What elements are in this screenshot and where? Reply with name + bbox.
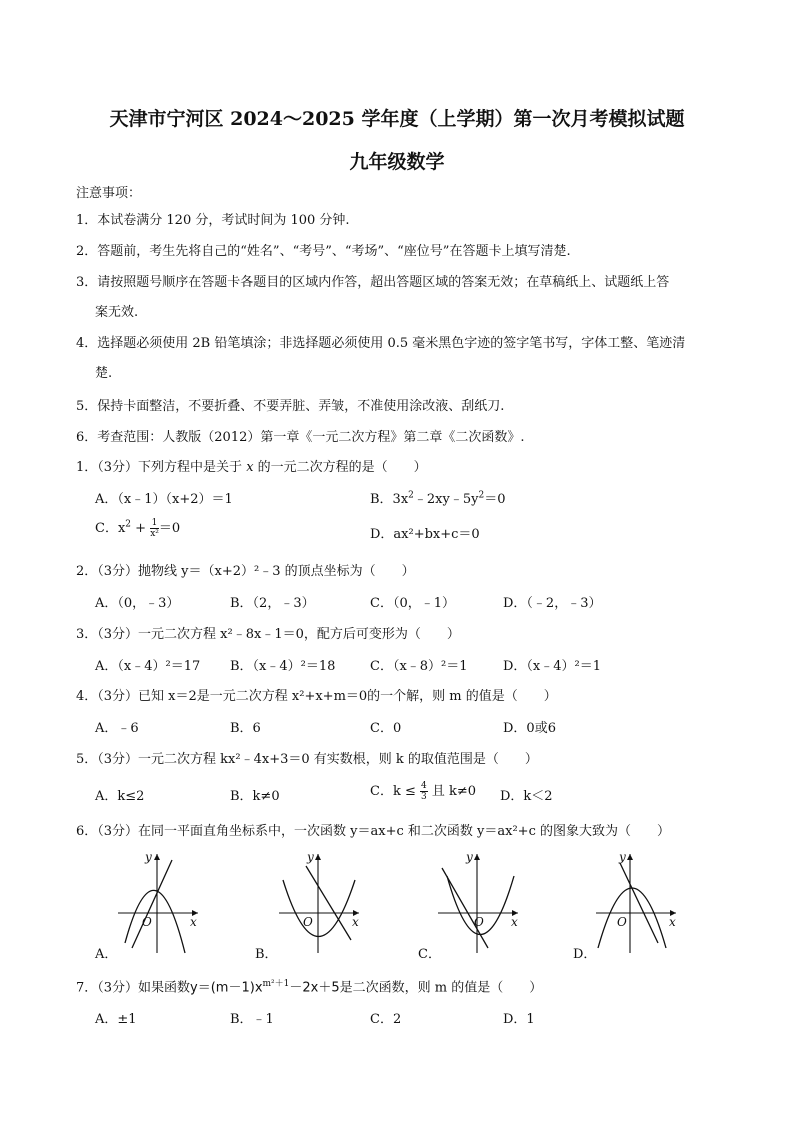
question-6-option-a: A． [95,947,118,962]
notice-item-3-cont: 案无效. [95,305,139,320]
notice-item-2: 2．答题前，考生先将自己的“姓名”、“考号”、“考场”、“座位号”在答题卡上填写清楚. [76,244,571,259]
question-6-graph-c [432,848,527,958]
question-2-option-a: A．（0，﹣3） [95,596,180,611]
question-3-option-d: D．（x﹣4）²＝1 [503,659,602,674]
axis-x-label: x [669,915,676,929]
question-3-option-a: A．（x﹣4）²＝17 [95,659,201,674]
question-6-option-c: C． [418,947,441,962]
notice-item-1: 1．本试卷满分 120 分，考试时间为 100 分钟. [76,213,350,228]
question-1-stem: 1．（3分）下列方程中是关于 x 的一元二次方程的是（ ） [76,460,427,475]
question-2-stem: 2．（3分）抛物线 y＝（x+2）²﹣3 的顶点坐标为（ ） [76,564,415,579]
question-2-option-d: D．（﹣2，﹣3） [503,596,602,611]
question-5-option-b: B．k≠0 [230,789,280,804]
question-4-option-c: C．0 [370,721,402,736]
axis-x-label: x [352,915,359,929]
question-1-option-b: B．$3x^2﹣2xy﹣5y^2=0$ [370,490,506,507]
question-3-option-c: C．（x﹣8）²＝1 [370,659,468,674]
notice-item-5: 5．保持卡面整洁，不要折叠、不要弄脏、弄皱，不准使用涂改液、刮纸刀. [76,399,505,414]
axis-y-label: y [145,850,152,864]
question-4-option-b: B．6 [230,721,261,736]
question-7-option-b: B．﹣1 [230,1012,274,1027]
question-6-graph-d [590,848,685,958]
exam-subtitle: 九年级数学 [349,151,445,173]
notice-item-3: 3．请按照题号顺序在答题卡各题目的区域内作答，超出答题区域的答案无效；在草稿纸上、试题纸上答 [76,275,670,290]
question-7-option-a: A．±1 [95,1012,137,1027]
origin-label: O [474,915,484,929]
question-2-option-b: B．（2，﹣3） [230,596,315,611]
question-5-option-a: A．k≤2 [95,789,145,804]
question-5-option-d: D．k＜2 [500,789,553,804]
question-1-option-c: C．$x^2$ + $\frac{1}{\text{x²}}$ ＝0 [95,518,181,539]
question-7-option-c: C．2 [370,1012,402,1027]
question-1-option-a: A．（x﹣1）（x+2）＝1 [95,492,233,507]
axis-x-label: x [190,915,197,929]
question-6-graph-a [110,848,205,958]
notice-item-4: 4．选择题必须使用 2B 铅笔填涂；非选择题必须使用 0.5 毫米黑色字迹的签字笔书写，字体工整、笔迹清 [76,336,686,351]
question-3-option-b: B．（x﹣4）²＝18 [230,659,336,674]
question-7-stem: 7．（3分）如果函数$y=(m-1)x^{m^2+1}-2x+5$是二次函数，则 m 的值是（ ） [76,979,543,996]
question-6-option-b: B． [255,947,278,962]
origin-label: O [142,915,152,929]
question-4-stem: 4．（3分）已知 x＝2是一元二次方程 x²+x+m＝0的一个解，则 m 的值是（ ） [76,689,557,704]
axis-x-label: x [511,915,518,929]
question-7-option-d: D．1 [503,1012,535,1027]
question-2-option-c: C．（0，﹣1） [370,596,455,611]
axis-y-label: y [619,850,626,864]
question-6-graph-b [273,848,368,958]
notice-item-6: 6．考查范围：人教版（2012）第一章《一元二次方程》第二章《二次函数》. [76,430,525,445]
question-5-option-c: C．k ≤ $\frac{4}{3}$ 且 k≠0 [370,781,477,802]
question-1-option-d: D．ax²+bx+c＝0 [370,527,480,542]
exam-title: 天津市宁河区 2024～2025 学年度（上学期）第一次月考模拟试题 [109,108,685,130]
question-6-stem: 6．（3分）在同一平面直角坐标系中，一次函数 y＝ax+c 和二次函数 y＝ax²+c 的图象大致为（ ） [76,824,670,839]
question-6-option-d: D． [573,947,597,962]
question-4-option-d: D．0或6 [503,721,556,736]
notice-heading: 注意事项： [76,186,142,201]
axis-y-label: y [307,850,314,864]
question-4-option-a: A．﹣6 [95,721,139,736]
question-3-stem: 3．（3分）一元二次方程 x²﹣8x﹣1＝0，配方后可变形为（ ） [76,627,460,642]
axis-y-label: y [466,850,473,864]
notice-item-4-cont: 楚. [95,366,113,381]
origin-label: O [303,915,313,929]
question-5-stem: 5．（3分）一元二次方程 kx²﹣4x+3＝0 有实数根，则 k 的取值范围是（ ） [76,752,538,767]
origin-label: O [617,915,627,929]
